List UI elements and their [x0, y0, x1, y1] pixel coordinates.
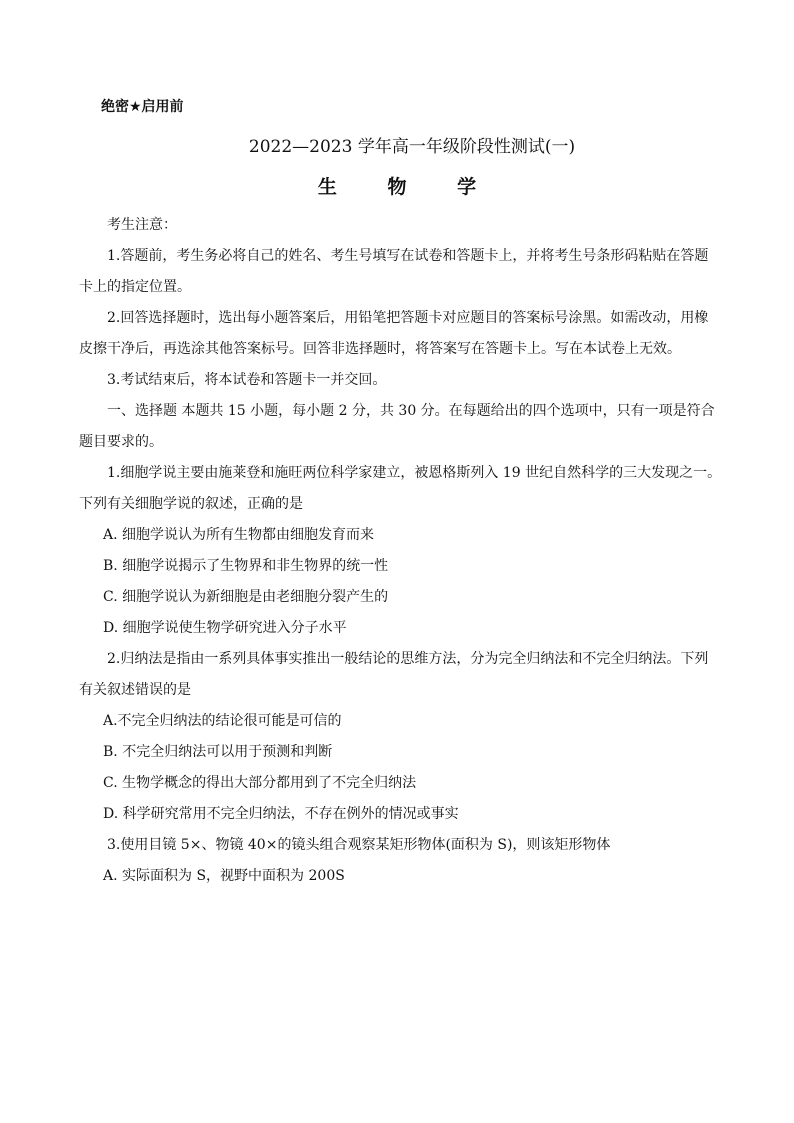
answer-option: C. 生物学概念的得出大部分都用到了不完全归纳法	[103, 775, 417, 791]
notice-item: 3.考试结束后，将本试卷和答题卡一并交回。	[107, 372, 387, 388]
answer-option: A. 细胞学说认为所有生物都由细胞发育而来	[103, 527, 375, 543]
notice-item: 1.答题前，考生务必将自己的姓名、考生号填写在试卷和答题卡上，并将考生号条形码粘贴在答题卡上的指定位置。	[79, 248, 709, 295]
exam-title: 2022—2023 学年高一年级阶段性测试(一)	[248, 137, 576, 157]
answer-option: B. 细胞学说揭示了生物界和非生物界的统一性	[103, 558, 389, 574]
section-intro: 一、选择题 本题共 15 小题，每小题 2 分，共 30 分。在每题给出的四个选项中，只有一项是符合题目要求的。	[79, 403, 715, 450]
answer-option: A.不完全归纳法的结论很可能是可信的	[103, 713, 342, 729]
answer-option: D. 细胞学说使生物学研究进入分子水平	[103, 620, 347, 636]
question-stem: 3.使用目镜 5×、物镜 40×的镜头组合观察某矩形物体(面积为 S)，则该矩形物体	[107, 837, 611, 853]
notice-heading: 考生注意：	[107, 217, 177, 233]
document-body	[79, 210, 722, 892]
subject-title: 生 物 学	[317, 176, 499, 198]
secret-label: 绝密★启用前	[101, 99, 184, 115]
question-stem: 2.归纳法是指由一系列具体事实推出一般结论的思维方法，分为完全归纳法和不完全归纳法。下列有关叙述错误的是	[79, 651, 709, 698]
answer-option: D. 科学研究常用不完全归纳法，不存在例外的情况或事实	[103, 806, 459, 822]
question-stem: 1.细胞学说主要由施莱登和施旺两位科学家建立，被恩格斯列入 19 世纪自然科学的三大发现之一。下列有关细胞学说的叙述，正确的是	[79, 465, 722, 512]
notice-item: 2.回答选择题时，选出每小题答案后，用铅笔把答题卡对应题目的答案标号涂黑。如需改动，用橡皮擦干净后，再选涂其他答案标号。回答非选择题时，将答案写在答题卡上。写在本试卷上无效。	[79, 310, 709, 357]
answer-option: A. 实际面积为 S，视野中面积为 200S	[103, 868, 345, 884]
answer-option: C. 细胞学说认为新细胞是由老细胞分裂产生的	[103, 589, 389, 605]
answer-option: B. 不完全归纳法可以用于预测和判断	[103, 744, 333, 760]
